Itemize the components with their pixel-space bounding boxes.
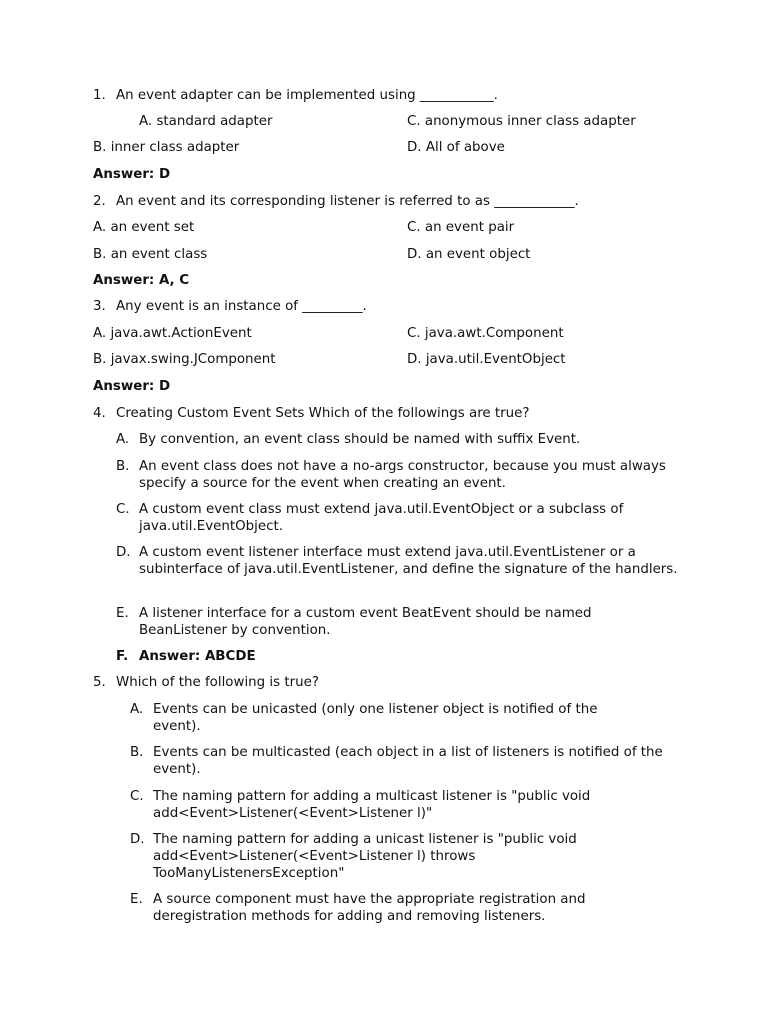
item-text: A custom event listener interface must extend java.util.EventListener or a subinterface of java.util.EventListener, and define the signature of the handlers. [139, 545, 678, 577]
item-label: F. [116, 649, 129, 664]
question-text: An event adapter can be implemented using ___________. [116, 88, 498, 103]
item-text: Events can be multicasted (each object in a list of listeners is notified of the event). [153, 745, 663, 777]
item-label: D. [130, 832, 145, 847]
item-label: C. [130, 789, 144, 804]
option-a: A. standard adapter [139, 114, 273, 129]
item-label: B. [130, 745, 144, 760]
option-b: B. javax.swing.JComponent [93, 352, 276, 367]
item-text: The naming pattern for adding a multicast listener is "public void add<Event>Listener(<Event>Listener l)" [153, 789, 591, 821]
item-label: D. [116, 545, 131, 560]
option-c: C. an event pair [407, 220, 515, 235]
answer-3: Answer: D [93, 379, 171, 394]
option-a: A. an event set [93, 220, 195, 235]
answer-2: Answer: A, C [93, 273, 190, 288]
question-number: 1. [93, 88, 106, 103]
answer-1: Answer: D [93, 167, 171, 182]
question-number: 5. [93, 675, 106, 690]
item-text: A source component must have the appropriate registration and deregistration methods for adding and removing listeners. [153, 892, 586, 924]
option-d: D. an event object [407, 247, 531, 262]
option-b: B. inner class adapter [93, 140, 240, 155]
option-c: C. java.awt.Component [407, 326, 564, 341]
option-b: B. an event class [93, 247, 208, 262]
item-label: A. [130, 702, 144, 717]
item-label: E. [116, 606, 129, 621]
question-text: Which of the following is true? [116, 675, 319, 690]
item-label: C. [116, 502, 130, 517]
item-label: A. [116, 432, 130, 447]
item-label: E. [130, 892, 143, 907]
option-d: D. All of above [407, 140, 505, 155]
answer-4: Answer: ABCDE [139, 649, 256, 664]
question-text: An event and its corresponding listener is referred to as ____________. [116, 194, 579, 209]
option-c: C. anonymous inner class adapter [407, 114, 636, 129]
question-number: 4. [93, 406, 106, 421]
item-text: Events can be unicasted (only one listener object is notified of the event). [153, 702, 598, 734]
item-label: B. [116, 459, 130, 474]
option-a: A. java.awt.ActionEvent [93, 326, 252, 341]
item-text: An event class does not have a no-args constructor, because you must always specify a source for the event when creating an event. [139, 459, 666, 491]
question-number: 3. [93, 299, 106, 314]
item-text: A listener interface for a custom event BeatEvent should be named BeanListener by convention. [139, 606, 592, 638]
option-d: D. java.util.EventObject [407, 352, 566, 367]
item-text: By convention, an event class should be named with suffix Event. [139, 432, 581, 447]
question-number: 2. [93, 194, 106, 209]
question-text: Creating Custom Event Sets Which of the followings are true? [116, 406, 530, 421]
item-text: The naming pattern for adding a unicast listener is "public void add<Event>Listener(<Event>Listener l) throws TooManyListenersException" [153, 832, 577, 881]
question-text: Any event is an instance of _________. [116, 299, 367, 314]
item-text: A custom event class must extend java.util.EventObject or a subclass of java.util.EventObject. [139, 502, 624, 534]
